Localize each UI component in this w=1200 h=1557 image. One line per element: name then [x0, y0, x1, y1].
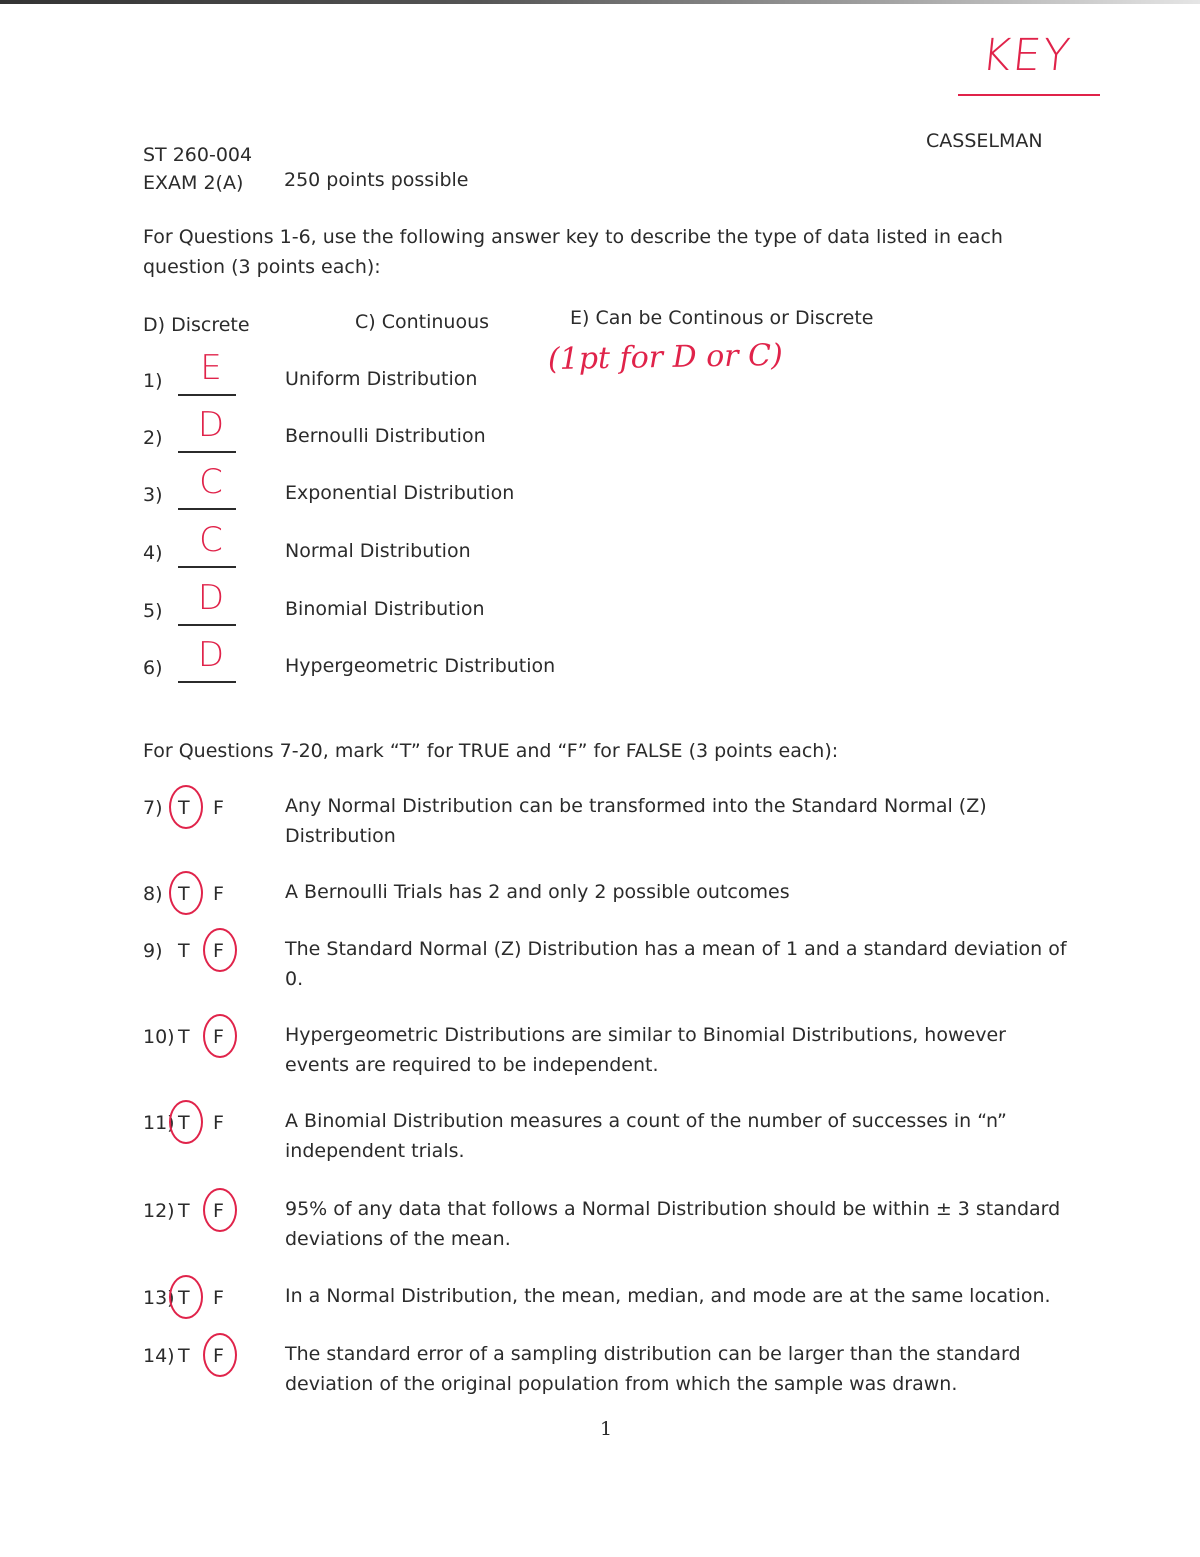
- handwritten-answer: D: [197, 405, 225, 445]
- section2-instructions: For Questions 7-20, mark “T” for TRUE and “F” for FALSE (3 points each):: [143, 740, 839, 762]
- question-text: Uniform Distribution: [285, 368, 478, 390]
- answer-circle: [169, 1100, 203, 1144]
- question-number: 10): [143, 1026, 175, 1048]
- question-text: Bernoulli Distribution: [285, 425, 486, 447]
- question-text: The Standard Normal (Z) Distribution has a mean of 1 and a standard deviation of 0.: [285, 938, 1067, 990]
- answer-circle: [203, 928, 237, 972]
- true-option: T: [178, 940, 190, 962]
- question-text: 95% of any data that follows a Normal Distribution should be within ± 3 standard deviations of the mean.: [285, 1198, 1061, 1250]
- answer-blank: [178, 624, 236, 626]
- true-option: T: [178, 1112, 190, 1134]
- handwritten-answer: D: [197, 635, 225, 675]
- question-number: 1): [143, 370, 163, 392]
- question-text: A Bernoulli Trials has 2 and only 2 possible outcomes: [285, 881, 790, 903]
- true-option: T: [178, 1345, 190, 1367]
- question-number: 3): [143, 484, 163, 506]
- question-number: 6): [143, 657, 163, 679]
- false-option: F: [213, 1287, 224, 1309]
- answer-circle: [169, 871, 203, 915]
- section1-instructions: For Questions 1-6, use the following answer key to describe the type of data listed in each question (3 points each):: [143, 226, 1003, 278]
- question-number: 12): [143, 1200, 175, 1222]
- question-number: 13): [143, 1287, 175, 1309]
- instructor-name: CASSELMAN: [926, 130, 1043, 152]
- true-option: T: [178, 1200, 190, 1222]
- key-underline: [958, 94, 1100, 96]
- false-option: F: [213, 1026, 224, 1048]
- true-option: T: [178, 1026, 190, 1048]
- false-option: F: [213, 797, 224, 819]
- answer-circle: [203, 1188, 237, 1232]
- question-text: Any Normal Distribution can be transformed into the Standard Normal (Z) Distribution: [285, 795, 987, 847]
- page-number: 1: [600, 1418, 613, 1440]
- answer-blank: [178, 451, 236, 453]
- key-option-either: E) Can be Continous or Discrete: [570, 307, 874, 329]
- points-possible: 250 points possible: [284, 169, 469, 191]
- answer-circle: [203, 1333, 237, 1377]
- answer-circle: [169, 785, 203, 829]
- handwritten-answer: C: [199, 462, 223, 502]
- question-number: 9): [143, 940, 163, 962]
- false-option: F: [213, 1200, 224, 1222]
- course-code: ST 260-004: [143, 144, 253, 166]
- question-number: 7): [143, 797, 163, 819]
- question-number: 5): [143, 600, 163, 622]
- true-option: T: [178, 1287, 190, 1309]
- question-text: The standard error of a sampling distribution can be larger than the standard deviation of the original population from which the sample was drawn.: [285, 1343, 1021, 1395]
- question-text: A Binomial Distribution measures a count of the number of successes in “n” independent trials.: [285, 1110, 1007, 1162]
- answer-blank: [178, 566, 236, 568]
- true-option: T: [178, 883, 190, 905]
- exam-title: EXAM 2(A): [143, 172, 244, 194]
- question-number: 11): [143, 1112, 175, 1134]
- question-text: In a Normal Distribution, the mean, median, and mode are at the same location.: [285, 1285, 1051, 1307]
- question-text: Hypergeometric Distributions are similar to Binomial Distributions, however events are required to be independent.: [285, 1024, 1006, 1076]
- answer-blank: [178, 508, 236, 510]
- answer-blank: [178, 394, 236, 396]
- question-number: 14): [143, 1345, 175, 1367]
- false-option: F: [213, 1112, 224, 1134]
- false-option: F: [213, 883, 224, 905]
- false-option: F: [213, 940, 224, 962]
- partial-credit-note: (1pt for D or C): [547, 337, 784, 378]
- handwritten-answer: D: [197, 578, 225, 618]
- question-number: 2): [143, 427, 163, 449]
- question-number: 4): [143, 542, 163, 564]
- answer-circle: [169, 1275, 203, 1319]
- handwritten-answer: C: [199, 520, 223, 560]
- key-option-discrete: D) Discrete: [143, 314, 250, 336]
- question-text: Normal Distribution: [285, 540, 471, 562]
- handwritten-answer: E: [200, 348, 222, 388]
- key-option-continuous: C) Continuous: [355, 311, 490, 333]
- answer-circle: [203, 1014, 237, 1058]
- key-mark: KEY: [979, 30, 1075, 81]
- question-text: Hypergeometric Distribution: [285, 655, 556, 677]
- answer-blank: [178, 681, 236, 683]
- question-number: 8): [143, 883, 163, 905]
- true-option: T: [178, 797, 190, 819]
- scan-edge: [0, 0, 1200, 4]
- question-text: Exponential Distribution: [285, 482, 515, 504]
- false-option: F: [213, 1345, 224, 1367]
- question-text: Binomial Distribution: [285, 598, 485, 620]
